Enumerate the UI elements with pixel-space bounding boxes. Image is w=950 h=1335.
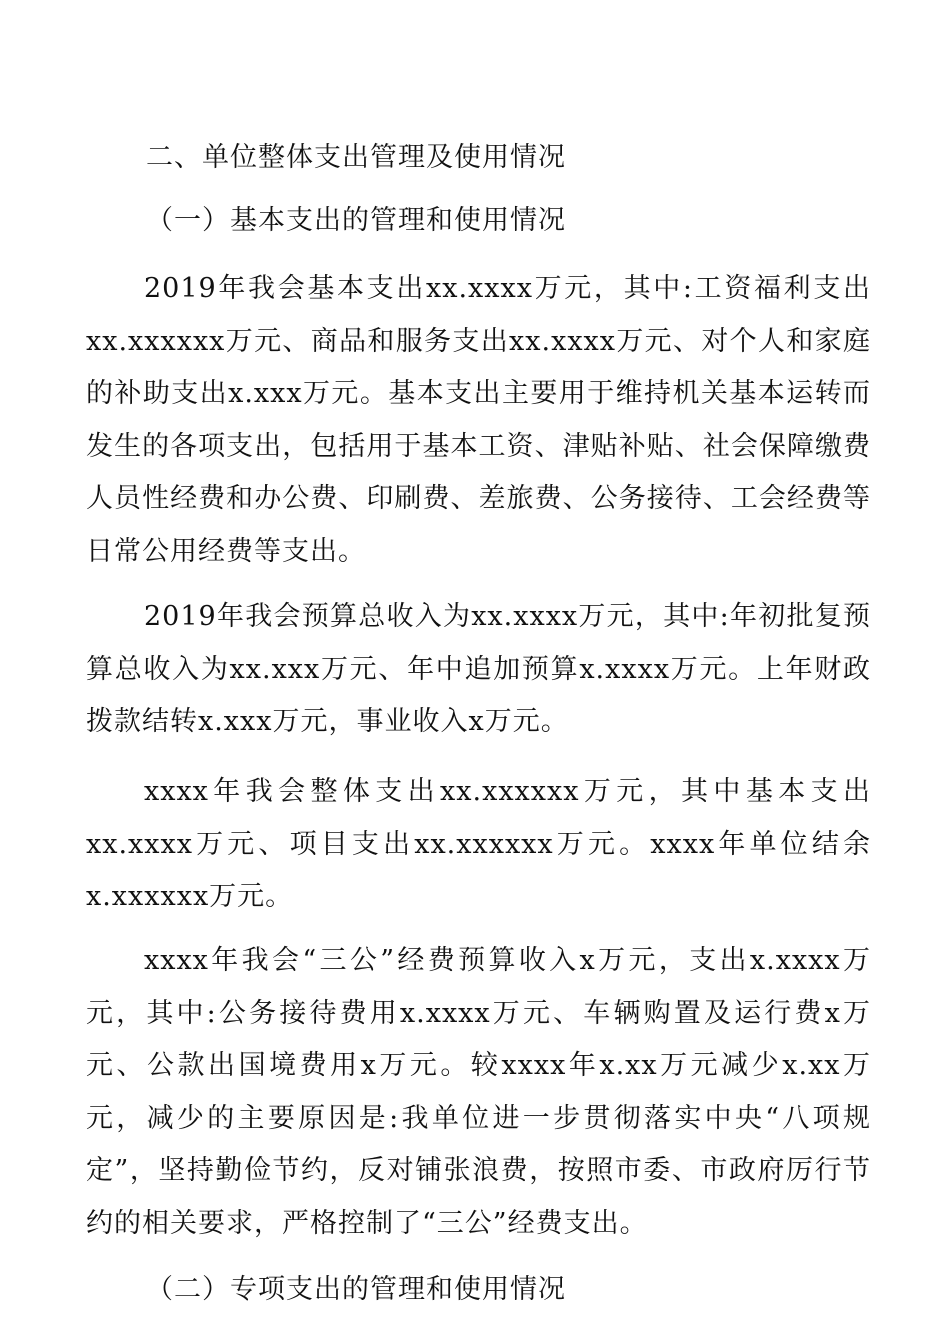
subsection-heading-special-expenditure: （二）专项支出的管理和使用情况 (146, 1274, 566, 1305)
paragraph-budget-income: 2019年我会预算总收入为xx.xxxx万元，其中:年初批复预算总收入为xx.xxx万元、年中追加预算x.xxxx万元。上年财政拨款结转x.xxx万元，事业收入x万元。 (86, 601, 871, 737)
paragraph-three-public-expenses: xxxx年我会“三公”经费预算收入x万元，支出x.xxxx万元，其中:公务接待费用x.xxxx万元、车辆购置及运行费x万元、公款出国境费用x万元。较xxxx年x.xx万元减少x.xx万元，减少的主要原因是:我单位进一步贯彻落实中央“八项规定”，坚持勤俭节约，反对铺张浪费，按照市委、市政府厉行节约的相关要求，严格控制了“三公”经费支出。 (86, 945, 871, 1239)
section-heading: 二、单位整体支出管理及使用情况 (146, 142, 566, 173)
paragraph-basic-expenditure: 2019年我会基本支出xx.xxxx万元，其中:工资福利支出xx.xxxxxx万元、商品和服务支出xx.xxxx万元、对个人和家庭的补助支出x.xxx万元。基本支出主要用于维持机关基本运转而发生的各项支出，包括用于基本工资、津贴补贴、社会保障缴费人员性经费和办公费、印刷费、差旅费、公务接待、工会经费等日常公用经费等支出。 (86, 273, 871, 567)
paragraph-overall-expenditure: xxxx年我会整体支出xx.xxxxxx万元，其中基本支出 xx.xxxx万元、项目支出xx.xxxxxx万元。xxxx年单位结余x.xxxxxx万元。 (86, 776, 871, 912)
subsection-heading-basic-expenditure: （一）基本支出的管理和使用情况 (146, 205, 566, 236)
